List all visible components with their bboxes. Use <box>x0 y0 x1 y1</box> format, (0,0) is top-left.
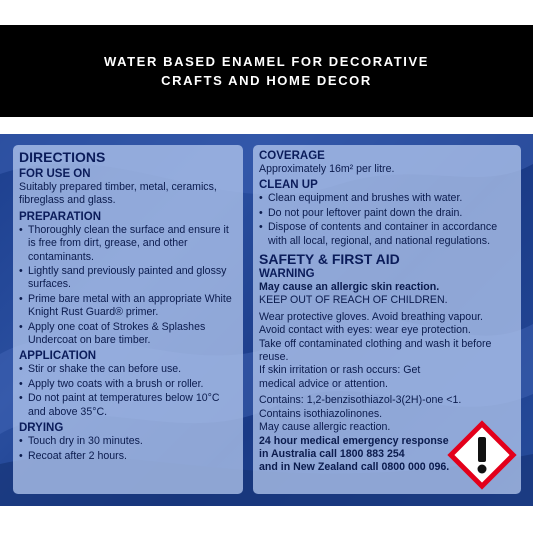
contains-line: Contains isothiazolinones. <box>259 407 383 420</box>
application-heading: APPLICATION <box>19 350 97 363</box>
for-use-on-text: Suitably prepared timber, metal, ceramics, fibreglass and glass. <box>19 181 217 207</box>
application-list <box>19 363 239 419</box>
banner-line-1: WATER BASED ENAMEL FOR DECORATIVE <box>103 54 430 69</box>
list-item: • Stir or shake the can before use. <box>19 363 239 376</box>
allergy-warning: May cause an allergic skin reaction. <box>259 281 440 294</box>
safety-instruction: Wear protective gloves. Avoid breathing vapour. <box>259 310 483 323</box>
safety-instruction: Take off contaminated clothing and wash it before reuse. <box>259 337 492 364</box>
list-item: • Clean equipment and brushes with water. <box>259 192 517 205</box>
list-item: • Dispose of contents and container in accordance with all local, regional, and national regulations. <box>259 221 517 248</box>
list-item: • Lightly sand previously painted and glossy surfaces. <box>19 265 239 292</box>
keep-out-notice: KEEP OUT OF REACH OF CHILDREN. <box>259 294 448 307</box>
list-item: • Do not paint at temperatures below 10°C and above 35°C. <box>19 392 239 419</box>
list-item: • Apply one coat of Strokes & Splashes Undercoat on bare timber. <box>19 321 239 348</box>
list-item: • Thoroughly clean the surface and ensure it is free from dirt, grease, and other contaminants. <box>19 224 239 264</box>
clean-up-list <box>259 192 517 248</box>
banner-line-2: CRAFTS AND HOME DECOR <box>161 73 372 88</box>
safety-instruction: If skin irritation or rash occurs: Get medical advice or attention. <box>259 364 421 390</box>
directions-card <box>13 145 243 494</box>
safety-title: SAFETY & FIRST AID <box>259 251 400 268</box>
coverage-heading: COVERAGE <box>259 150 325 162</box>
contains-line: Contains: 1,2-benzisothiazol-3(2H)-one <1. <box>259 394 462 407</box>
list-item: • Touch dry in 30 minutes. <box>19 435 239 448</box>
for-use-on-heading: FOR USE ON <box>19 168 91 180</box>
emergency-line: in Australia call 1800 883 254 <box>259 447 405 460</box>
warning-label: WARNING <box>259 268 315 281</box>
list-item: • Do not pour leftover paint down the drain. <box>259 207 517 220</box>
list-item: • Apply two coats with a brush or roller. <box>19 378 239 391</box>
list-item: • Recoat after 2 hours. <box>19 450 239 463</box>
preparation-heading: PREPARATION <box>19 210 101 223</box>
exclamation-warning-icon <box>447 420 517 490</box>
directions-title: DIRECTIONS <box>19 149 106 165</box>
list-item: • Prime bare metal with an appropriate White Knight Rust Guard® primer. <box>19 293 239 320</box>
product-banner <box>0 25 533 117</box>
label-panel <box>0 134 533 506</box>
safety-instruction: Avoid contact with eyes: wear eye protection. <box>259 324 471 337</box>
info-card <box>253 145 521 494</box>
preparation-list <box>19 224 239 348</box>
drying-list <box>19 435 239 463</box>
emergency-line: 24 hour medical emergency response <box>259 434 449 447</box>
emergency-line: and in New Zealand call 0800 000 096. <box>259 461 450 474</box>
coverage-text: Approximately 16m² per litre. <box>259 163 395 175</box>
drying-heading: DRYING <box>19 422 64 435</box>
contains-line: May cause allergic reaction. <box>259 421 391 434</box>
clean-up-heading: CLEAN UP <box>259 179 318 192</box>
